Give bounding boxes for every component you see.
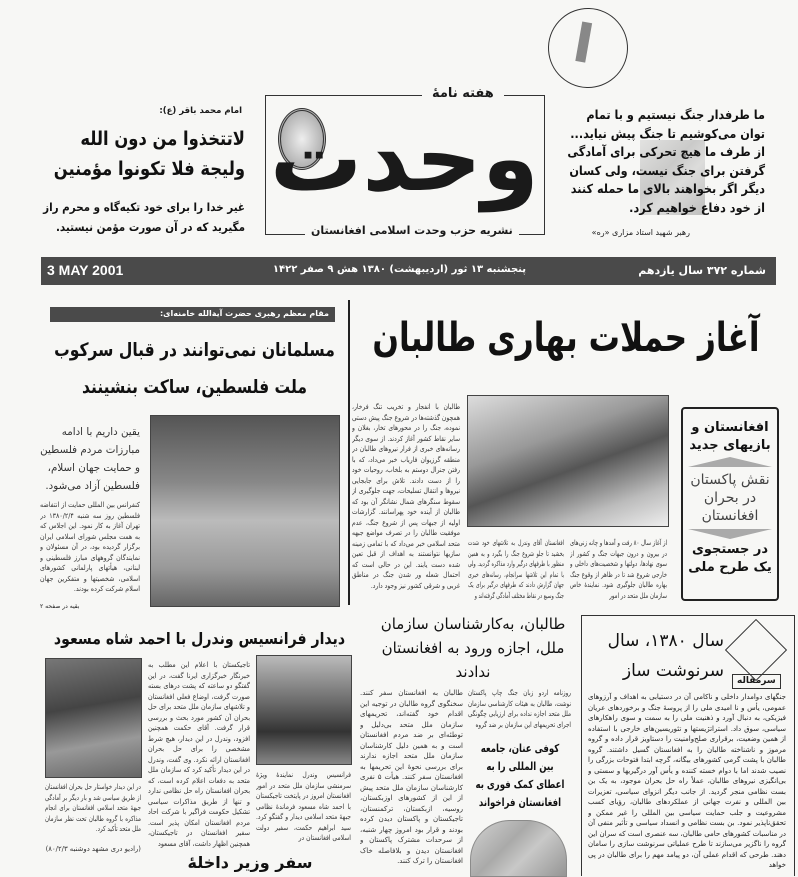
un-story-col2: طالبان به افغانستان سفر کنند. سخنگوی گروه طالبان در توجیه این اقدام خود گفته‌اند، تحریمهای سازمان ملل متحد بی‌دلیل و توطئه‌ای بر ضد مردم افغانستان است و به همین دلیل کارشناسان سازمان ملل متحد اجازه ندارند برای بررسی نحوهٔ این تحریمها به افغانستان سفر کنند. هیأت ۵ نفری کارشناسان سازمان ملل متحد پیش از این از کشورهای اوزبکستان، روسیه، ازبکستان، ترکمنستان، تاجیکستان و پاکستان دیدن کرده بودند و قرار بود امروز چهار شنبه، از سرحدات مشترک پاکستان و افغانستان دیدن و بلافاصله خاک افغانستان را ترک کنند. <box>360 689 463 865</box>
library-stamp <box>537 0 640 99</box>
wendrell-col1: تاجیکستان با اعلام این مطلب به خبرنگار خبرگزاری ایرنا گفت، در این گفتگو دو ساعته که پشت درهای بسته صورت گرفت، اوضاع فعلی افغانستان و تلاشهای سازمان ملل متحد برای حل بحران آن کشور مورد بحث و بررسی قرار گرفت. آقای حکمت همچنین افزود، وندرل در این دیدار، هیچ شرط مشخصی را برای حل بحران افغانستان ارائه نکرد. وی گفت، وندرل در این دیدار تأکید کرد که سازمان ملل متحد به دفعات اعلام کرده است، که بحران افغانستان راه حل نظامی ندارد و تنها از طریق مذاکرات سیاسی تشکیل حکومت فراگیر با شرکت احاد مردم افغانستان امکان پذیر است. سفیر افغانستان در تاجیکستان، همچنین اظهار داشت، آقای مسعود <box>148 661 250 848</box>
weekly-label: هفته نامهٔ <box>422 86 504 101</box>
main-headline: آغاز حملات بهاری طالبان <box>372 315 760 361</box>
date-persian: پنجشنبه ۱۳ ثور (اردیبهشت) ۱۳۸۰ هش ۹ صفر ۱۴۲۲ <box>272 264 526 275</box>
issue-number: شماره ۳۷۲ سال یازدهم <box>638 264 766 277</box>
mazari-quote <box>565 106 765 217</box>
wendrell-col3: در این دیدار خواستار حل بحران افغانستان از طریق سیاسی شد و بار دیگر بر آمادگی جبههٔ متحد اسلامی افغانستان برای انجام مذاکره با گروه طالبان تحت نظر سازمان ملل متحد تأکید کرد. <box>45 783 141 833</box>
hadith-arabic: لاتتخذوا من دون الله ولیجة فلا تکونوا مؤمنین <box>53 128 245 180</box>
editorial-body: جنگهای دوامدار داخلی و ناکامی آن در دستیابی به اهداف و آرزوهای عمومی، یأس و نا امیدی ملی را از پروسهٔ جنگ و برخوردهای عریان فیزیکی، به دنبال آورد و ذهنیت ملی را به سمت و سوی راهکارهای سیاسی، سوق داد. استراتژیستها و تئوریسین‌های خارجی با استفاده از همین وضعیت، برقراری صلح‌وامنیت را دستاویز قرار داده و گروه مرموز و ناشناخته طالبان را به افغانستان گسیل داشتند. گروه طالبان با پشت گرمی کشورهای بیگانه، گرچه ابتدا فتوحات بزرگی را نصیب شدند اما با دوام خسته کننده و یأس آور درگیریها و سستی و بی‌انگیزی نیروهای طالبان، عملاً راه حل بحران موجود، به یک بن بست نظامی منجر گردید. از جانب دیگر انزوای سیاسی، تعزیرات بین المللی و نفرت جهانی از عملکردهای طالبان، رؤیای کسب مشروعیت و جلب حمایت سیاسی بین المللی را غیر ممکن و تحقق‌ناپذیر نمود. بن بست نظامی و انسداد سیاسی و تأثیر منفی آن در مناسبات کشورهای حامی طالبان، سه عنصری است که سران این گروه را ناگزیر می‌سازند تا طرح عملیاتی سرنوشت سازی را سامان دهند. طرحی که اقدام عملی آن، دو پیامد مهم را برای طالبان در پی خواهد <box>588 693 786 869</box>
hadith-source: امام محمد باقر (ع): <box>159 106 242 116</box>
divider-arrow <box>688 457 772 467</box>
next-headline: سفر وزیر داخلهٔ <box>187 853 313 872</box>
taliban-fighters-photo <box>467 395 669 527</box>
main-story-col2: افغانستان آقای وندرل به تلاشهای خود شدت بخشید تا جلو شروع جنگ را بگیرد و به همین منظور با طرفهای درگیر وارد مذاکره گردید. ولی با تمام این تلاشها سرانجام، رسانه‌های خبری جهان گزارش دادند که طرفهای درگیر برای یک جنگ وسیع در نقاط مختلف آمادگی گرفته‌اند و <box>468 539 564 600</box>
main-story-col3: از آغاز سال ۸۰ رفت و آمدها و چانه زنی‌های در بیرون و درون جبهات جنگ و کشور از سوی نهادها، دولتها و شخصیت‌های داخلی و خارجی شروع شد تا در ظاهر از وقوع جنگ بهاره طالبان جلوگیری شود. نمایندهٔ خاص سازمان ملل متحد در امور <box>570 539 667 600</box>
leader-kicker: مقام معظم رهبری حضرت آیةالله خامنه‌ای: <box>159 309 329 318</box>
conference-photo <box>150 415 340 607</box>
un-headline: طالبان، به‌کارشناسان سازمان ملل، اجازه ورود به افغانستان ندادند <box>380 615 566 681</box>
wendrell-photo <box>256 655 352 765</box>
sidebar-item-new-games: افغانستان و بازیهای جدید <box>689 420 771 453</box>
wendrell-source: (رادیو دری مشهد دوشنبه ۸۰/۲/۳) <box>45 845 141 853</box>
quote-text: ما طرفدار جنگ نیستیم و با تمام توان می‌کوشیم تا جنگ پیش نیاید... از طرف ما هیچ تحرکی برای آمادگی گرفتن برای جنگ نیست، ولی کسان دیگر اگر بخواهند بالای ما حمله کنند از خود دفاع خواهیم کرد. <box>567 107 765 215</box>
annan-photo <box>470 820 567 877</box>
editorial-headline: سال ۱۳۸۰، سال سرنوشت ساز <box>607 631 724 681</box>
continued-note: بقیه در صفحه ۲ <box>40 603 80 610</box>
editorial-emblem <box>725 619 787 681</box>
leader-headline: مسلمانان نمی‌توانند در قبال سرکوب ملت فلسطین، ساکت بنشینند <box>54 340 335 398</box>
masthead-subtitle: نشریه حزب وحدت اسلامی افغانستان <box>305 224 519 237</box>
main-story-col1: طالبان با انفجار و تخریب تنگ فرخار، همچون گذشته‌ها در شروع جنگ پیش دستی نموده، جنگ را در محورهای تخار، بغلان و سایر نقاط کشور آغاز کردند. از سوی دیگر رسانه‌های خبری از فرار نیروهای طالبان در منطقه گرزیوان فاریاب خبر می‌داد، که با رفتن جنرال دوستم به بلخاب، روحیات خود را از دست دادند. تلاش برای جابجایی نیروها و انتقال تسلیحات، جهت جلوگیری از سقوط سنگرهای شمال نشانگر آن بود که طالبان از آینده خود پهراسانند. گزارشات اولیه از جبهات پس از شروع جنگ، عدم موفقیت طالبان را در تصرف مواضع جبهه متحد اسلامی خبر می‌داد که با تمامی زمینه سازیها نتوانستند به اهداف از قبل تعین شده دست یابند. این در حالی است که احتمال شعله ور شدن جنگ در مناطق غربی و شرقی کشور نیز وجود دارد. <box>352 403 460 590</box>
quote-attribution: رهبر شهید استاد مزاری «ره» <box>591 228 690 237</box>
divider-arrow <box>688 529 772 539</box>
un-story-col1: روزنامه اردو زبان جنگ چاپ پاکستان نوشت، طالبان به هیئات کارشناسی سازمان ملل متحد اجازه نداده برای ارزیابی چگونگی اجرای تحریمهای این سازمان بر ضد گروه <box>468 689 571 729</box>
leader-kicker-bar <box>50 307 335 322</box>
massoud-photo <box>45 658 142 778</box>
editorial-box <box>581 615 795 876</box>
sidebar-box <box>681 407 779 601</box>
date-english: 3 MAY 2001 <box>47 262 124 278</box>
annan-headline: کوفی عنان، جامعه بین المللی را به اعطای کمک فوری به افغانستان فراخواند <box>475 742 565 809</box>
masthead-title: وحدت <box>269 105 539 212</box>
sidebar-item-pakistan-role: نقش پاکستان در بحران افغانستان <box>690 472 770 524</box>
wendrell-headline: دیدار فرانسیس وندرل با احمد شاه مسعود <box>53 629 346 648</box>
wendrell-col2: فرانسیس وندرل نمایندهٔ ویژهٔ سرمنشی سازمان ملل متحد در امور افغانستان امروز در پایتخت تاجیکستان با احمد شاه مسعود فرماندهٔ نظامی جبههٔ متحد اسلامی دیدار و گفتگو کرد. سید ابراهیم حکمت، سفیر دولت اسلامی افغانستان در <box>256 771 351 842</box>
hadith-translation: غیر خدا را برای خود تکیه‌گاه و محرم راز مگیرید که در آن صورت مؤمن نیستید. <box>43 200 245 234</box>
pen-icon <box>575 22 592 63</box>
leader-body: کنفرانس بین المللی حمایت از انتفاضه فلسطین روز سه شنبه ۱۳۸۰/۲/۴ در تهران آغاز به کار نمود. این اجلاس که به همت مجلس شورای اسلامی ایران برگزار گردیده بود، در آن مسئولان و نمایندگان گروههای مبارز فلسطینی و لبنانی، هیأتهای پارلمانی کشورهای اسلامی، شخصیتها و متفکرین جهان اسلام شرکت کرده بودند. <box>40 501 140 593</box>
leader-pull-quote: یقین داریم با ادامه مبارزات مردم فلسطین و حمایت جهان اسلام، فلسطین آزاد می‌شود. <box>40 426 140 492</box>
dateline-bar <box>41 257 776 285</box>
sidebar-item-national-plan: در جستجوی یک طرح ملی <box>688 542 772 575</box>
column-divider <box>348 300 350 605</box>
editorial-label: سرمقاله <box>732 674 781 689</box>
